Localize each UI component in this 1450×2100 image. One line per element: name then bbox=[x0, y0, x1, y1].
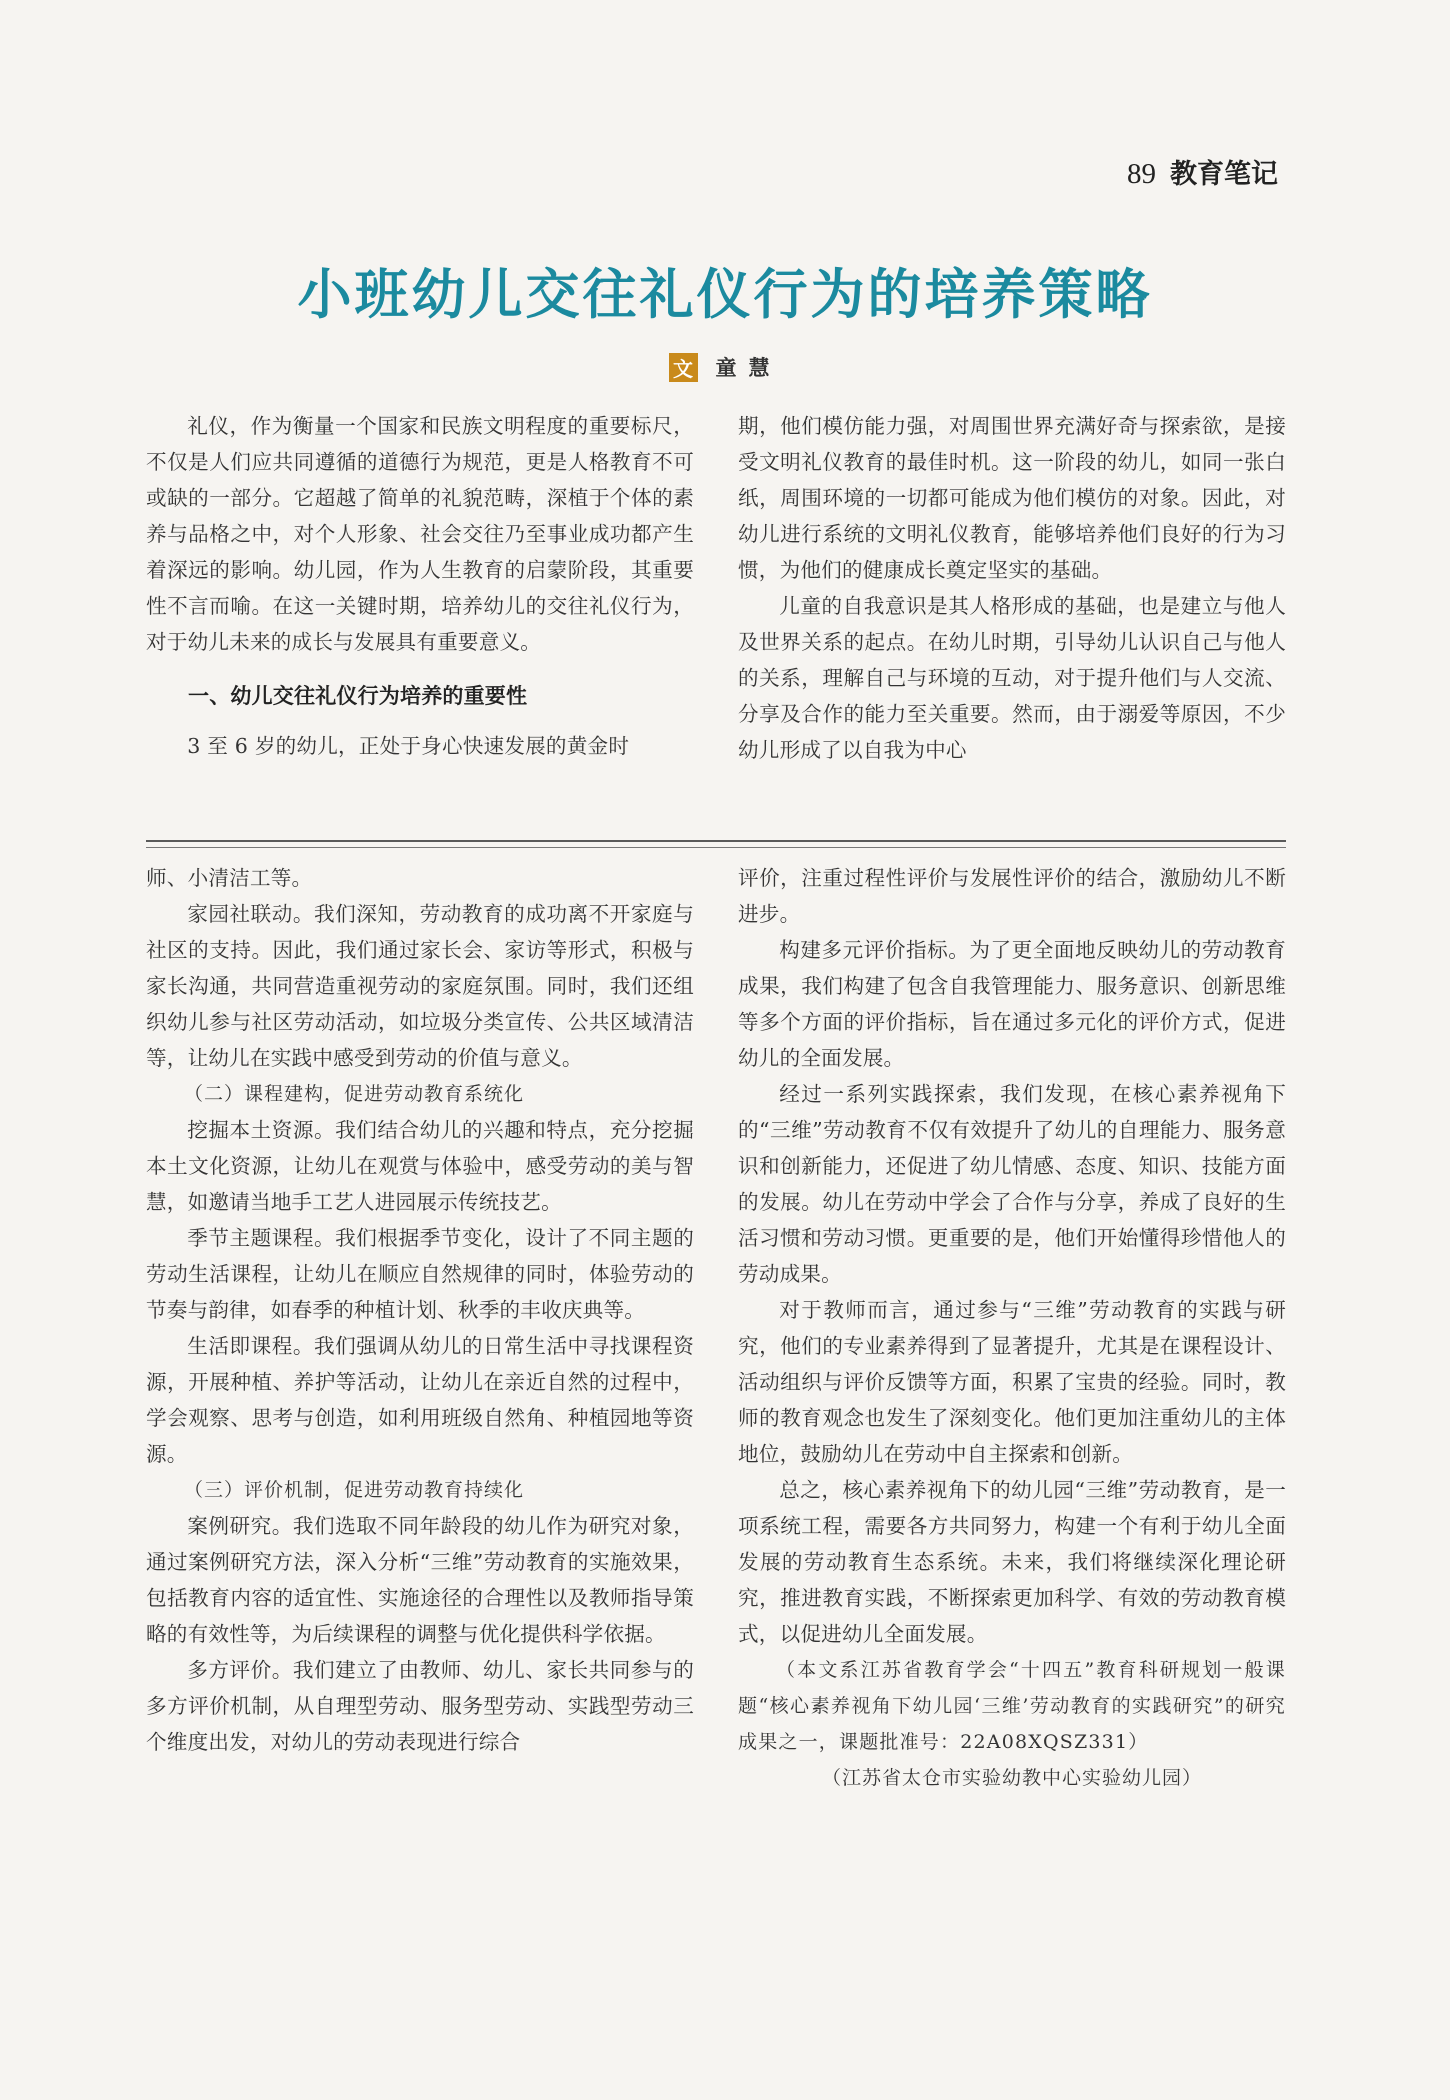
article-divider bbox=[146, 840, 1286, 842]
page-header bbox=[1127, 152, 1278, 191]
body-paragraph: 总之，核心素养视角下的幼儿园“三维”劳动教育，是一项系统工程，需要各方共同努力，构建一个有利于幼儿全面发展的劳动教育生态系统。未来，我们将继续深化理论研究，推进教育实践，不断探索更加科学、有效的劳动教育模式，以促进幼儿全面发展。 bbox=[738, 1478, 1286, 1646]
body-paragraph: 儿童的自我意识是其人格形成的基础，也是建立与他人及世界关系的起点。在幼儿时期，引导幼儿认识自己与他人的关系，理解自己与环境的互动，对于提升他们与人交流、分享及合作的能力至关重要。然而，由于溺爱等原因，不少幼儿形成了以自我为中心 bbox=[738, 594, 1286, 762]
body-paragraph: 案例研究。我们选取不同年龄段的幼儿作为研究对象，通过案例研究方法，深入分析“三维”劳动教育的实施效果，包括教育内容的适宜性、实施途径的合理性以及教师指导策略的有效性等，为后续课程的调整与优化提供科学依据。 bbox=[146, 1514, 694, 1646]
byline bbox=[0, 352, 1450, 382]
subheading: （二）课程建构，促进劳动教育系统化 bbox=[184, 1083, 525, 1105]
page-number: 89 bbox=[1127, 158, 1156, 190]
author-name: 童慧 bbox=[715, 356, 782, 380]
body-paragraph: 多方评价。我们建立了由教师、幼儿、家长共同参与的多方评价机制，从自理型劳动、服务型劳动、实践型劳动三个维度出发，对幼儿的劳动表现进行综合 bbox=[146, 1658, 694, 1754]
body-paragraph: 经过一系列实践探索，我们发现，在核心素养视角下的“三维”劳动教育不仅有效提升了幼儿的自理能力、服务意识和创新能力，还促进了幼儿情感、态度、知识、技能方面的发展。幼儿在劳动中学会了合作与分享，养成了良好的生活习惯和劳动习惯。更重要的是，他们开始懂得珍惜他人的劳动成果。 bbox=[738, 1082, 1286, 1286]
section-heading: 一、幼儿交往礼仪行为培养的重要性 bbox=[188, 684, 528, 708]
funding-note: （本文系江苏省教育学会“十四五”教育科研规划一般课题“核心素养视角下幼儿园‘三维’劳动教育的实践研究”的研究成果之一，课题批准号：22A08XQSZ331） bbox=[738, 1659, 1286, 1753]
continued-paragraph: 评价，注重过程性评价与发展性评价的结合，激励幼儿不断进步。 bbox=[738, 866, 1286, 926]
body-paragraph: 季节主题课程。我们根据季节变化，设计了不同主题的劳动生活课程，让幼儿在顺应自然规律的同时，体验劳动的节奏与韵律，如春季的种植计划、秋季的丰收庆典等。 bbox=[146, 1226, 694, 1322]
article-column-right bbox=[738, 408, 1286, 814]
body-paragraph: 家园社联动。我们深知，劳动教育的成功离不开家庭与社区的支持。因此，我们通过家长会、家访等形式，积极与家长沟通，共同营造重视劳动的家庭氛围。同时，我们还组织幼儿参与社区劳动活动，如垃圾分类宣传、公共区域清洁等，让幼儿在实践中感受到劳动的价值与意义。 bbox=[146, 902, 694, 1070]
article-title: 小班幼儿交往礼仪行为的培养策略 bbox=[297, 263, 1153, 326]
prev-article-column-right bbox=[738, 860, 1286, 1950]
article-divider-thin bbox=[146, 847, 1286, 848]
author-affiliation: （江苏省太仓市实验幼教中心实验幼儿园） bbox=[821, 1767, 1202, 1789]
section-name: 教育笔记 bbox=[1170, 159, 1278, 190]
article-column-left bbox=[146, 408, 694, 814]
body-paragraph: 生活即课程。我们强调从幼儿的日常生活中寻找课程资源，开展种植、养护等活动，让幼儿在亲近自然的过程中，学会观察、思考与创造，如利用班级自然角、种植园地等资源。 bbox=[146, 1334, 694, 1466]
prev-article-column-left bbox=[146, 860, 694, 1950]
intro-paragraph: 礼仪，作为衡量一个国家和民族文明程度的重要标尺，不仅是人们应共同遵循的道德行为规范，更是人格教育不可或缺的一部分。它超越了简单的礼貌范畴，深植于个体的素养与品格之中，对个人形象、社会交往乃至事业成功都产生着深远的影响。幼儿园，作为人生教育的启蒙阶段，其重要性不言而喻。在这一关键时期，培养幼儿的交往礼仪行为，对于幼儿未来的成长与发展具有重要意义。 bbox=[146, 414, 694, 654]
continued-paragraph: 期，他们模仿能力强，对周围世界充满好奇与探索欲，是接受文明礼仪教育的最佳时机。这一阶段的幼儿，如同一张白纸，周围环境的一切都可能成为他们模仿的对象。因此，对幼儿进行系统的文明礼仪教育，能够培养他们良好的行为习惯，为他们的健康成长奠定坚实的基础。 bbox=[738, 414, 1286, 582]
body-paragraph: 挖掘本土资源。我们结合幼儿的兴趣和特点，充分挖掘本土文化资源，让幼儿在观赏与体验中，感受劳动的美与智慧，如邀请当地手工艺人进园展示传统技艺。 bbox=[146, 1118, 694, 1214]
body-paragraph: 对于教师而言，通过参与“三维”劳动教育的实践与研究，他们的专业素养得到了显著提升，尤其是在课程设计、活动组织与评价反馈等方面，积累了宝贵的经验。同时，教师的教育观念也发生了深刻变化。他们更加注重幼儿的主体地位，鼓励幼儿在劳动中自主探索和创新。 bbox=[738, 1298, 1286, 1466]
byline-mark: 文 bbox=[669, 353, 698, 382]
body-paragraph: 构建多元评价指标。为了更全面地反映幼儿的劳动教育成果，我们构建了包含自我管理能力、服务意识、创新思维等多个方面的评价指标，旨在通过多元化的评价方式，促进幼儿的全面发展。 bbox=[738, 938, 1286, 1070]
continued-line: 师、小清洁工等。 bbox=[146, 866, 313, 890]
intro-paragraph: 3 至 6 岁的幼儿，正处于身心快速发展的黄金时 bbox=[187, 734, 630, 758]
subheading: （三）评价机制，促进劳动教育持续化 bbox=[184, 1479, 525, 1501]
